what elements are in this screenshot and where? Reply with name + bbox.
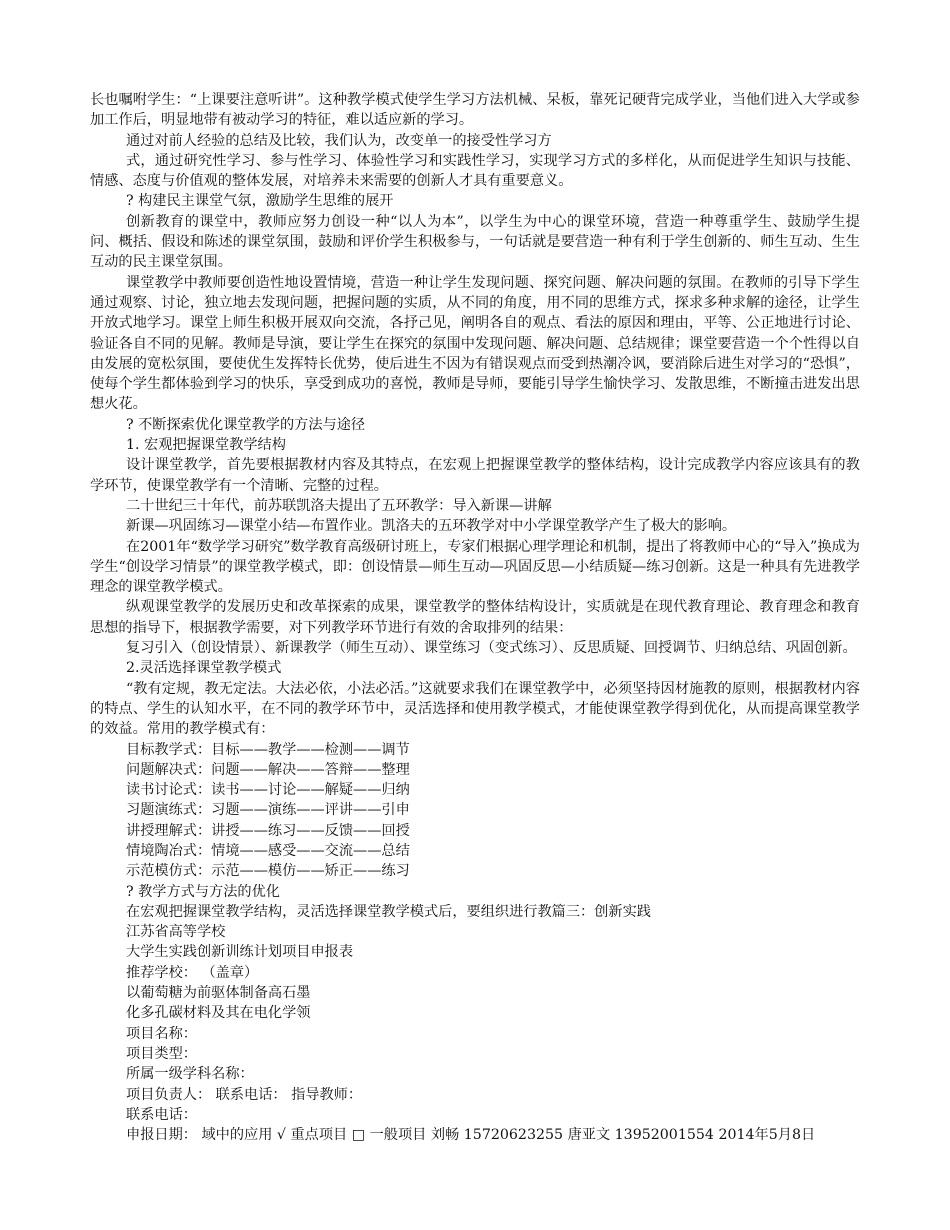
- form-line: 项目名称：: [126, 1025, 197, 1042]
- teaching-mode-item: 讲授理解式：讲授——练习——反馈——回授: [126, 822, 410, 839]
- section-heading: ? 教学方式与方法的优化: [126, 883, 280, 900]
- section-heading: ? 不断探索优化课堂教学的方法与途径: [126, 416, 366, 433]
- paragraph: 设计课堂教学，首先要根据教材内容及其特点，在宏观上把握课堂教学的整体结构，设计完成教学内容应该具有的教学环节，使课堂教学有一个清晰、完整的过程。: [90, 457, 860, 494]
- subsection-heading: 1. 宏观把握课堂教学结构: [126, 437, 286, 454]
- paragraph: 复习引入（创设情景）、新课教学（师生互动）、课堂练习（变式练习）、反思质疑、回授调节、归纳总结、巩固创新。: [126, 640, 857, 657]
- teaching-mode-item: 示范模仿式：示范——模仿——矫正——练习: [126, 863, 410, 880]
- paragraph: 二十世纪三十年代，前苏联凯洛夫提出了五环教学：导入新课—讲解: [126, 497, 552, 514]
- form-line: 大学生实践创新训练计划项目申报表: [126, 944, 354, 961]
- paragraph: 通过对前人经验的总结及比较，我们认为，改变单一的接受性学习方: [126, 132, 552, 149]
- document-page: [90, 90, 860, 1145]
- paragraph: 课堂教学中教师要创造性地设置情境，营造一种让学生发现问题、探究问题、解决问题的氛围。在教师的引导下学生通过观察、讨论，独立地去发现问题，把握问题的实质，从不同的角度，用不同的思维方式，探求多种求解的途径，让学生开放式地学习。课堂上师生积极开展双向交流，各抒己见，阐明各自的观点、看法的原因和理由，平等、公正地进行讨论、验证各自不同的见解。教师是导演，要让学生在探究的氛围中发现问题、解决问题、总结规律；课堂要营造一个个性得以自由发展的宽松氛围，要使优生发挥特长优势，使后进生不因为有错误观点而受到热潮冷讽，要消除后进生对学习的“恐惧”，使每个学生都体验到学习的快乐，享受到成功的喜悦，教师是导师，要能引导学生愉快学习、发散思维，不断撞击进发出思想火花。: [90, 274, 860, 413]
- paragraph: 纵观课堂教学的发展历史和改革探索的成果，课堂教学的整体结构设计，实质就是在现代教育理论、教育理念和教育思想的指导下，根据教学需要，对下列教学环节进行有效的舍取排列的结果：: [90, 599, 860, 636]
- form-line: 项目负责人： 联系电话： 指导教师：: [126, 1086, 363, 1103]
- form-line: 推荐学校： （盖章）: [126, 964, 259, 981]
- form-line: 江苏省高等学校: [126, 924, 226, 941]
- subsection-heading: 2.灵活选择课堂教学模式: [126, 660, 282, 677]
- form-line: 所属一级学科名称：: [126, 1066, 254, 1083]
- form-line: 以葡萄糖为前驱体制备高石墨: [126, 985, 311, 1002]
- teaching-mode-item: 习题演练式：习题——演练——评讲——引申: [126, 802, 410, 819]
- paragraph: 在宏观把握课堂教学结构，灵活选择课堂教学模式后，要组织进行教篇三：创新实践: [126, 903, 651, 920]
- form-line: 化多孔碳材料及其在电化学领: [126, 1005, 311, 1022]
- form-line: 联系电话：: [126, 1106, 197, 1123]
- teaching-mode-item: 读书讨论式：读书——讨论——解疑——归纳: [126, 782, 410, 799]
- teaching-mode-item: 问题解决式：问题——解决——答辩——整理: [126, 761, 410, 778]
- form-line: 项目类型：: [126, 1045, 197, 1062]
- paragraph: 长也嘱咐学生：“上课要注意听讲”。这种教学模式使学生学习方法机械、呆板，靠死记硬背完成学业，当他们进入大学或参加工作后，明显地带有被动学习的特征，难以适应新的学习。: [90, 92, 860, 129]
- form-line: 申报日期： 域中的应用 √ 重点项目 □ 一般项目 刘畅 15720623255 唐亚文 13952001554 2014年5月8日: [126, 1127, 816, 1144]
- paragraph: “教有定规，教无定法。大法必依，小法必活。”这就要求我们在课堂教学中，必须坚持因材施教的原则，根据教材内容的特点、学生的认知水平，在不同的教学环节中，灵活选择和使用教学模式，才能使课堂教学得到优化，从而提高课堂教学的效益。常用的教学模式有：: [90, 680, 860, 738]
- paragraph: 新课—巩固练习—课堂小结—布置作业。凯洛夫的五环教学对中小学课堂教学产生了极大的影响。: [126, 518, 737, 535]
- teaching-mode-item: 目标教学式：目标——教学——检测——调节: [126, 741, 410, 758]
- paragraph: 创新教育的课堂中，教师应努力创设一种“以人为本”，以学生为中心的课堂环境，营造一种尊重学生、鼓励学生提问、概括、假设和陈述的课堂氛围，鼓励和评价学生积极参与，一句话就是要营造一种有利于学生创新的、师生互动、生生互动的民主课堂氛围。: [90, 213, 860, 271]
- paragraph: 式，通过研究性学习、参与性学习、体验性学习和实践性学习，实现学习方式的多样化，从而促进学生知识与技能、情感、态度与价值观的整体发展，对培养未来需要的创新人才具有重要意义。: [90, 152, 860, 190]
- paragraph: 在2001年“数学学习研究”数学教育高级研讨班上，专家们根据心理学理论和机制，提出了将教师中心的“导入”换成为学生“创设学习情景”的课堂教学模式，即：创设情景—师生互动—巩固反思—小结质疑—练习创新。这是一种具有先进教学理念的课堂教学模式。: [90, 538, 860, 596]
- section-heading: ? 构建民主课堂气氛，激励学生思维的展开: [126, 193, 394, 210]
- teaching-mode-item: 情境陶冶式：情境——感受——交流——总结: [126, 842, 410, 859]
